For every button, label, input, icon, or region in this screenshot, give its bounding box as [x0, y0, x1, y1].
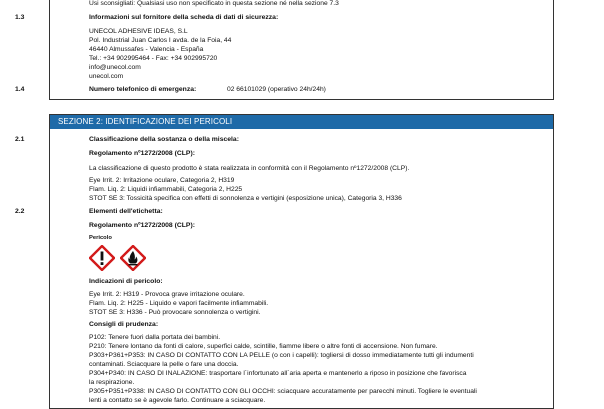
- regulation-label: Regolamento nº1272/2008 (CLP):: [89, 222, 195, 229]
- flame-icon: [120, 245, 146, 271]
- precautionary-statement: P304+P340: IN CASO DI INALAZIONE: trasportare l´infortunato all´aria aperta e mantenerlo a riposo in posizione che favorisca: [89, 370, 467, 377]
- supplier-title: Informazioni sul fornitore della scheda di dati di sicurezza:: [89, 14, 279, 21]
- supplier-line: info@unecol.com: [89, 64, 141, 71]
- uses-not-recommended: Usi sconsigliati: Qualsiasi uso non specificato in questa sezione né nella sezione 7.3: [89, 0, 339, 7]
- section-number-2-1: 2.1: [15, 136, 25, 143]
- supplier-line: UNECOL ADHESIVE IDEAS, S.L: [89, 28, 188, 35]
- hazard-statement: Flam. Liq. 2: H225 - Liquido e vapori facilmente infiammabili.: [89, 300, 269, 307]
- supplier-line: unecol.com: [89, 73, 124, 80]
- hazard-statement: STOT SE 3: H336 - Può provocare sonnolenza o vertigini.: [89, 309, 261, 316]
- classification-title: Classificazione della sostanza o della miscela:: [89, 136, 239, 143]
- classification-intro: La classificazione di questo prodotto è stata realizzata in conformità con il Regolamento nº1272/2008 (CLP).: [89, 165, 410, 172]
- supplier-line: Tel.: +34 902995464 - Fax: +34 902995720: [89, 55, 218, 62]
- supplier-line: 46440 Almussafes - Valencia - España: [89, 46, 204, 53]
- hazard-statements-title: Indicazioni di pericolo:: [89, 278, 163, 285]
- hazard-statement: Eye Irrit. 2: H319 - Provoca grave irritazione oculare.: [89, 291, 245, 298]
- section-number-1-3: 1.3: [15, 14, 25, 21]
- classification-item: Eye Irrit. 2: Irritazione oculare, Categoria 2, H319: [89, 177, 235, 184]
- exclamation-icon: [89, 245, 115, 271]
- label-elements-title: Elementi dell'etichetta:: [89, 208, 163, 215]
- section-number-1-4: 1.4: [15, 86, 25, 93]
- precautionary-statement: P303+P361+P353: IN CASO DI CONTATTO CON LA PELLE (o con i capelli): togliersi di dosso immediatamente tutti gli indumenti: [89, 352, 474, 359]
- supplier-line: Pol. Industrial Juan Carlos I avda. de la Foia, 44: [89, 37, 232, 44]
- section-2-header: SEZIONE 2: IDENTIFICAZIONE DEI PERICOLI: [50, 115, 553, 129]
- precautionary-statement: contaminati. Sciacquare la pelle o fare una doccia.: [89, 361, 239, 368]
- precautionary-statement: P102: Tenere fuori dalla portata dei bambini.: [89, 334, 221, 341]
- signal-word: Pericolo: [89, 235, 112, 241]
- classification-item: STOT SE 3: Tossicità specifica con effetti di sonnolenza e vertigini (esposizione unica), Categoria 3, H336: [89, 195, 402, 202]
- regulation-label: Regolamento nº1272/2008 (CLP):: [89, 150, 195, 157]
- emergency-phone: 02 66101029 (operativo 24h/24h): [227, 86, 326, 93]
- classification-item: Flam. Liq. 2: Liquidi infiammabili, Categoria 2, H225: [89, 186, 243, 193]
- precautionary-statement: P305+P351+P338: IN CASO DI CONTATTO CON GLI OCCHI: sciacquare accuratamente per parecchi minuti. Togliere le eventuali: [89, 388, 477, 395]
- emergency-title: Numero telefonico di emergenza:: [89, 86, 197, 93]
- precautionary-statement: la respirazione.: [89, 379, 135, 386]
- precautionary-statement: lenti a contatto se è agevole farlo. Continuare a sciacquare.: [89, 397, 266, 404]
- precautionary-title: Consigli di prudenza:: [89, 321, 159, 328]
- section-number-2-2: 2.2: [15, 208, 25, 215]
- precautionary-statement: P210: Tenere lontano da fonti di calore, superfici calde, scintille, fiamme libere o altre fonti di accensione. Non fumare.: [89, 343, 438, 350]
